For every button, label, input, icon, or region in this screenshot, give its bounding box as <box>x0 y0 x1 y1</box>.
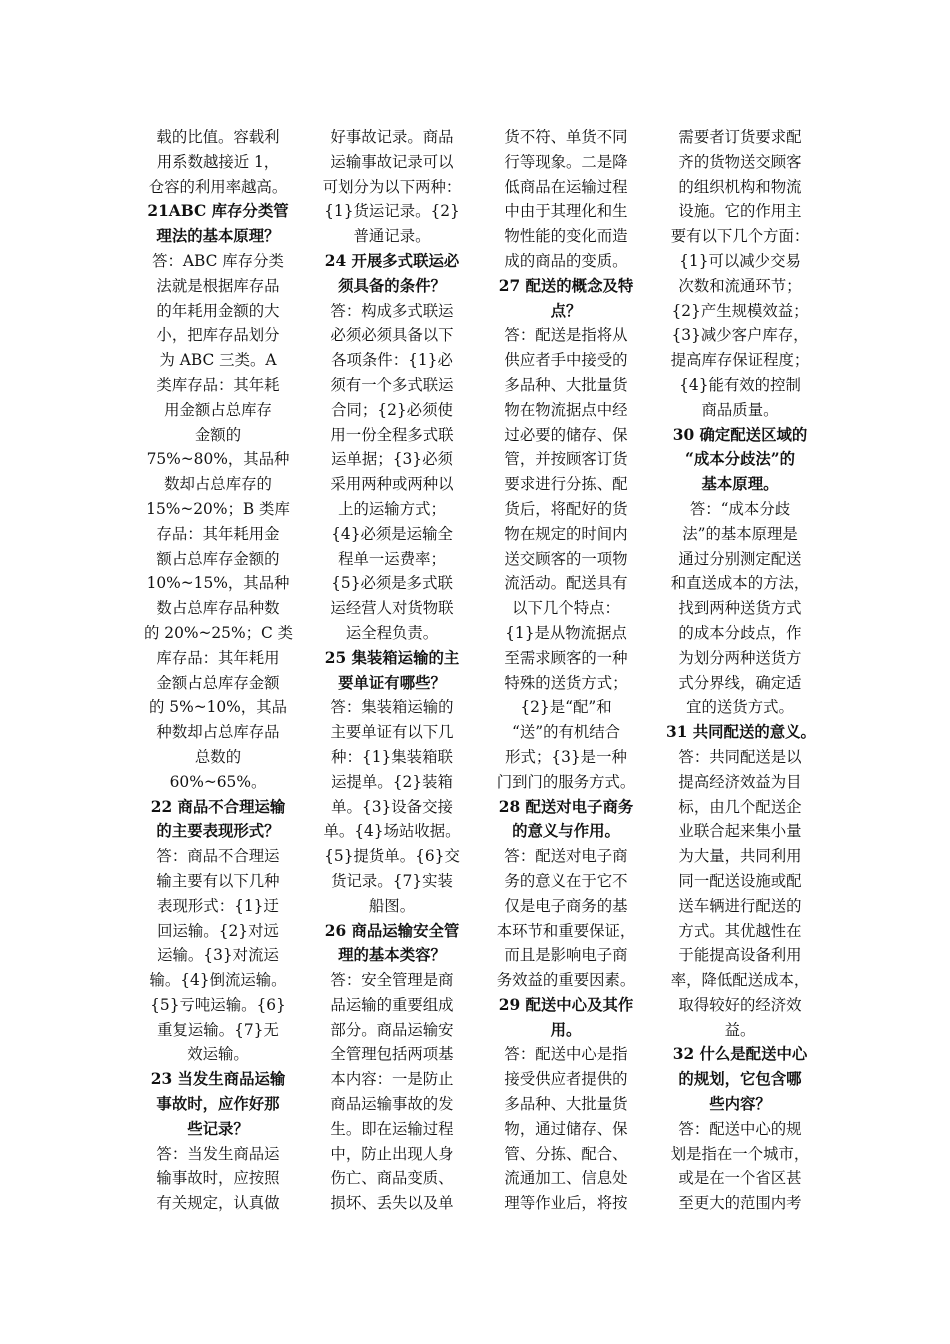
answer-text-line: {2}是“配”和 <box>520 698 612 717</box>
answer-text-line: 找到两种送货方式 <box>678 599 802 618</box>
answer-text-line: 形式；{3}是一种 <box>505 747 627 766</box>
answer-text-line: 式分界线，确定适 <box>678 673 802 692</box>
answer-text-line: 合同；{2}必须使 <box>331 400 453 419</box>
question-heading-line: 30 确定配送区域的 <box>672 425 808 444</box>
answer-text-line: {4}必须是运输全 <box>331 524 453 543</box>
answer-text-line: 运输。{3}对流运 <box>157 946 279 965</box>
answer-text-line: 部分。商品运输安 <box>330 1020 454 1039</box>
answer-text-line: 普通记录。 <box>353 227 431 246</box>
answer-text-line: 行等现象。二是降 <box>504 152 628 171</box>
answer-text-line: 理等作业后，将按 <box>504 1194 628 1213</box>
question-heading-line: 23 当发生商品运输 <box>150 1070 286 1089</box>
answer-text-line: 重复运输。{7}无 <box>157 1020 279 1039</box>
question-heading-line: 25 集装箱运输的主 <box>324 648 460 667</box>
answer-text-line: 运提单。{2}装箱 <box>331 772 453 791</box>
answer-text-line: 通过分别测定配送 <box>678 549 802 568</box>
answer-text-line: 提高经济效益为目 <box>678 772 802 791</box>
answer-text-line: 输主要有以下几种 <box>156 871 280 890</box>
answer-text-line: 数却占总库存的 <box>164 475 272 494</box>
answer-text-line: 75%~80%，其品种 <box>146 450 290 469</box>
answer-text-line: 仅是电子商务的基 <box>504 896 628 915</box>
answer-text-line: 货后，将配好的货 <box>504 499 628 518</box>
question-heading-line: 26 商品运输安全管 <box>324 921 460 940</box>
answer-text-line: 货不符、单货不同 <box>504 128 628 146</box>
answer-text-line: 答：配送中心是指 <box>504 1045 628 1064</box>
answer-text-line: 中由于其理化和生 <box>504 202 628 221</box>
answer-text-line: “送”的有机结合 <box>511 723 621 742</box>
answer-text-line: 用金额占总库存 <box>164 400 272 419</box>
answer-text-line: 物在规定的时间内 <box>504 524 628 543</box>
question-heading-line: 31 共同配送的意义。 <box>666 723 816 742</box>
question-heading-line: 须具备的条件？ <box>338 276 446 295</box>
question-heading-line: 27 配送的概念及特 <box>498 276 634 295</box>
answer-text-line: {5}亏吨运输。{6} <box>150 995 286 1014</box>
answer-text-line: 齐的货物送交顾客 <box>678 152 802 171</box>
answer-text-line: 运单据；{3}必须 <box>331 450 453 469</box>
answer-text-line: 管，并按顾客订货 <box>504 450 628 469</box>
answer-text-line: 的 20%~25%；C 类 <box>144 623 294 642</box>
answer-text-line: 物，通过储存、保 <box>504 1119 628 1138</box>
answer-text-line: 宜的送货方式。 <box>686 698 794 717</box>
question-heading-line: 点？ <box>550 301 582 320</box>
question-heading-line: 要单证有哪些？ <box>338 673 446 692</box>
question-heading-line: 事故时，应作好那 <box>156 1095 280 1114</box>
answer-text-line: 用一份全程多式联 <box>330 425 454 444</box>
answer-text-line: 输。{4}倒流运输。 <box>149 971 287 990</box>
question-heading-line: 理的基本类容？ <box>338 946 446 965</box>
answer-text-line: 60%~65%。 <box>169 772 267 791</box>
answer-text-line: {1}可以减少交易 <box>679 251 801 270</box>
text-column-3 <box>492 125 640 1216</box>
answer-text-line: 的年耗用金额的大 <box>156 301 280 320</box>
answer-text-line: 以下几个特点： <box>512 599 620 618</box>
answer-text-line: 载的比值。容载利 <box>156 128 280 146</box>
answer-text-line: 答：构成多式联运 <box>330 301 454 320</box>
answer-text-line: 而且是影响电子商 <box>504 946 628 965</box>
answer-text-line: 单。{4}场站收据。 <box>323 822 461 841</box>
answer-text-line: 须有一个多式联运 <box>330 375 454 394</box>
answer-text-line: 标，由几个配送企 <box>678 797 802 816</box>
answer-text-line: 益。 <box>724 1020 756 1039</box>
answer-text-line: 业联合起来集小量 <box>678 822 802 841</box>
answer-text-line: 的成本分歧点，作 <box>678 623 802 642</box>
answer-text-line: 损坏、丢失以及单 <box>330 1194 454 1213</box>
answer-text-line: 的组织机构和物流 <box>678 177 802 196</box>
answer-text-line: 主要单证有以下几 <box>330 723 454 742</box>
answer-text-line: {1}是从物流据点 <box>505 623 627 642</box>
answer-text-line: 答：“成本分歧 <box>689 499 791 518</box>
answer-text-line: 流活动。配送具有 <box>504 574 628 593</box>
answer-text-line: 运输事故记录可以 <box>330 152 454 171</box>
answer-text-line: 全管理包括两项基 <box>330 1045 454 1064</box>
answer-text-line: 和直送成本的方法， <box>670 574 810 593</box>
answer-text-line: 为大量，共同利用 <box>678 847 802 866</box>
answer-text-line: 数占总库存品种数 <box>156 599 280 618</box>
answer-text-line: 方式。其优越性在 <box>678 921 802 940</box>
answer-text-line: 管、分拣、配合、 <box>504 1144 628 1163</box>
answer-text-line: 物在物流据点中经 <box>504 400 628 419</box>
text-column-4 <box>666 125 814 1216</box>
question-heading-line: 22 商品不合理运输 <box>150 797 286 816</box>
question-heading-line: 21ABC 库存分类管 <box>147 202 289 221</box>
answer-text-line: 为划分两种送货方 <box>678 648 802 667</box>
answer-text-line: 10%~15%，其品种 <box>146 574 290 593</box>
answer-text-line: 表现形式：{1}迂 <box>157 896 279 915</box>
answer-text-line: 库存品：其年耗用 <box>156 648 280 667</box>
question-heading-line: 32 什么是配送中心 <box>672 1045 808 1064</box>
answer-text-line: 好事故记录。商品 <box>330 128 454 146</box>
answer-text-line: 物性能的变化而造 <box>504 227 628 246</box>
answer-text-line: 程单一运费率； <box>338 549 446 568</box>
answer-text-line: {4}能有效的控制 <box>679 375 801 394</box>
answer-text-line: 本环节和重要保证， <box>496 921 636 940</box>
answer-text-line: 次数和流通环节； <box>678 276 802 295</box>
answer-text-line: 种数却占总库存品 <box>156 723 280 742</box>
answer-text-line: {3}减少客户库存， <box>671 326 809 345</box>
question-heading-line: 些记录？ <box>187 1119 249 1138</box>
question-heading-line: 些内容？ <box>709 1095 771 1114</box>
question-heading-line: “成本分歧法”的 <box>684 450 796 469</box>
answer-text-line: 上的运输方式； <box>338 499 446 518</box>
answer-text-line: {1}货运记录。{2} <box>324 202 460 221</box>
answer-text-line: 法”的基本原理是 <box>682 524 798 543</box>
answer-text-line: 答：配送对电子商 <box>504 847 628 866</box>
answer-text-line: 至需求顾客的一种 <box>504 648 628 667</box>
answer-text-line: 存品：其年耗用金 <box>156 524 280 543</box>
text-column-1 <box>144 125 292 1216</box>
answer-text-line: 特殊的送货方式； <box>504 673 628 692</box>
answer-text-line: 答：配送是指将从 <box>504 326 628 345</box>
answer-text-line: 接受供应者提供的 <box>504 1070 628 1089</box>
answer-text-line: 种：{1}集装箱联 <box>331 747 453 766</box>
answer-text-line: 商品运输事故的发 <box>330 1095 454 1114</box>
answer-text-line: 流通加工、信息处 <box>504 1169 628 1188</box>
answer-text-line: 答：商品不合理运 <box>156 847 280 866</box>
answer-text-line: 品运输的重要组成 <box>330 995 454 1014</box>
answer-text-line: 15%~20%；B 类库 <box>146 499 290 518</box>
answer-text-line: 至更大的范围内考 <box>678 1194 802 1213</box>
answer-text-line: 法就是根据库存品 <box>156 276 280 295</box>
answer-text-line: 需要者订货要求配 <box>678 128 802 146</box>
answer-text-line: 于能提高设备利用 <box>678 946 802 965</box>
answer-text-line: 效运输。 <box>187 1045 249 1064</box>
answer-text-line: 率，降低配送成本， <box>670 971 810 990</box>
question-heading-line: 28 配送对电子商务 <box>498 797 634 816</box>
answer-text-line: 金额的 <box>194 425 242 444</box>
answer-text-line: 划是指在一个城市， <box>670 1144 810 1163</box>
question-heading-line: 理法的基本原理？ <box>156 227 280 246</box>
answer-text-line: 取得较好的经济效 <box>678 995 802 1014</box>
answer-text-line: 送交顾客的一项物 <box>504 549 628 568</box>
answer-text-line: 输事故时，应按照 <box>156 1169 280 1188</box>
text-column-2 <box>318 125 466 1216</box>
answer-text-line: 务效益的重要因素。 <box>496 971 636 990</box>
answer-text-line: 务的意义在于它不 <box>504 871 628 890</box>
answer-text-line: 多品种、大批量货 <box>504 375 628 394</box>
answer-text-line: 或是在一个省区甚 <box>678 1169 802 1188</box>
answer-text-line: 回运输。{2}对远 <box>157 921 279 940</box>
answer-text-line: 多品种、大批量货 <box>504 1095 628 1114</box>
answer-text-line: 答：安全管理是商 <box>330 971 454 990</box>
question-heading-line: 基本原理。 <box>701 475 779 494</box>
answer-text-line: 运全程负责。 <box>345 623 439 642</box>
answer-text-line: 答：当发生商品运 <box>156 1144 280 1163</box>
answer-text-line: 的 5%~10%，其品 <box>149 698 287 717</box>
answer-text-line: 答：共同配送是以 <box>678 747 802 766</box>
answer-text-line: 商品质量。 <box>701 400 779 419</box>
answer-text-line: 设施。它的作用主 <box>678 202 802 221</box>
answer-text-line: 供应者手中接受的 <box>504 351 628 370</box>
question-heading-line: 29 配送中心及其作 <box>498 995 634 1014</box>
answer-text-line: 必须必须具备以下 <box>330 326 454 345</box>
answer-text-line: 船图。 <box>368 896 416 915</box>
question-heading-line: 的主要表现形式？ <box>156 822 280 841</box>
answer-text-line: 可划分为以下两种： <box>322 177 462 196</box>
answer-text-line: {5}提货单。{6}交 <box>324 847 460 866</box>
answer-text-line: 总数的 <box>194 747 242 766</box>
answer-text-line: 为 ABC 三类。A <box>159 351 277 370</box>
answer-text-line: 金额占总库存金额 <box>156 673 280 692</box>
answer-text-line: {2}产生规模效益； <box>671 301 809 320</box>
answer-text-line: 单。{3}设备交接 <box>331 797 453 816</box>
answer-text-line: 答：ABC 库存分类 <box>152 251 284 270</box>
answer-text-line: 采用两种或两种以 <box>330 475 454 494</box>
answer-text-line: 要有以下几个方面： <box>670 227 810 246</box>
answer-text-line: 答：配送中心的规 <box>678 1119 802 1138</box>
answer-text-line: 额占总库存金额的 <box>156 549 280 568</box>
answer-text-line: 运经营人对货物联 <box>330 599 454 618</box>
question-heading-line: 的规划，它包含哪 <box>678 1070 802 1089</box>
answer-text-line: 类库存品：其年耗 <box>156 375 280 394</box>
answer-text-line: 用系数越接近 1， <box>156 152 280 171</box>
answer-text-line: 仓容的利用率越高。 <box>148 177 288 196</box>
answer-text-line: 送车辆进行配送的 <box>678 896 802 915</box>
answer-text-line: 要求进行分拣、配 <box>504 475 628 494</box>
answer-text-line: 成的商品的变质。 <box>504 251 628 270</box>
answer-text-line: 小，把库存品划分 <box>156 326 280 345</box>
answer-text-line: {5}必须是多式联 <box>331 574 453 593</box>
question-heading-line: 用。 <box>550 1020 582 1039</box>
question-heading-line: 24 开展多式联运必 <box>324 251 460 270</box>
answer-text-line: 生。即在运输过程 <box>330 1119 454 1138</box>
answer-text-line: 伤亡、商品变质、 <box>330 1169 454 1188</box>
answer-text-line: 各项条件：{1}必 <box>331 351 453 370</box>
answer-text-line: 中，防止出现人身 <box>330 1144 454 1163</box>
answer-text-line: 答：集装箱运输的 <box>330 698 454 717</box>
answer-text-line: 提高库存保证程度； <box>670 351 810 370</box>
answer-text-line: 低商品在运输过程 <box>504 177 628 196</box>
answer-text-line: 门到门的服务方式。 <box>496 772 636 791</box>
answer-text-line: 本内容：一是防止 <box>330 1070 454 1089</box>
answer-text-line: 同一配送设施或配 <box>678 871 802 890</box>
answer-text-line: 有关规定，认真做 <box>156 1194 280 1213</box>
question-heading-line: 的意义与作用。 <box>512 822 620 841</box>
answer-text-line: 货记录。{7}实装 <box>331 871 453 890</box>
answer-text-line: 过必要的储存、保 <box>504 425 628 444</box>
